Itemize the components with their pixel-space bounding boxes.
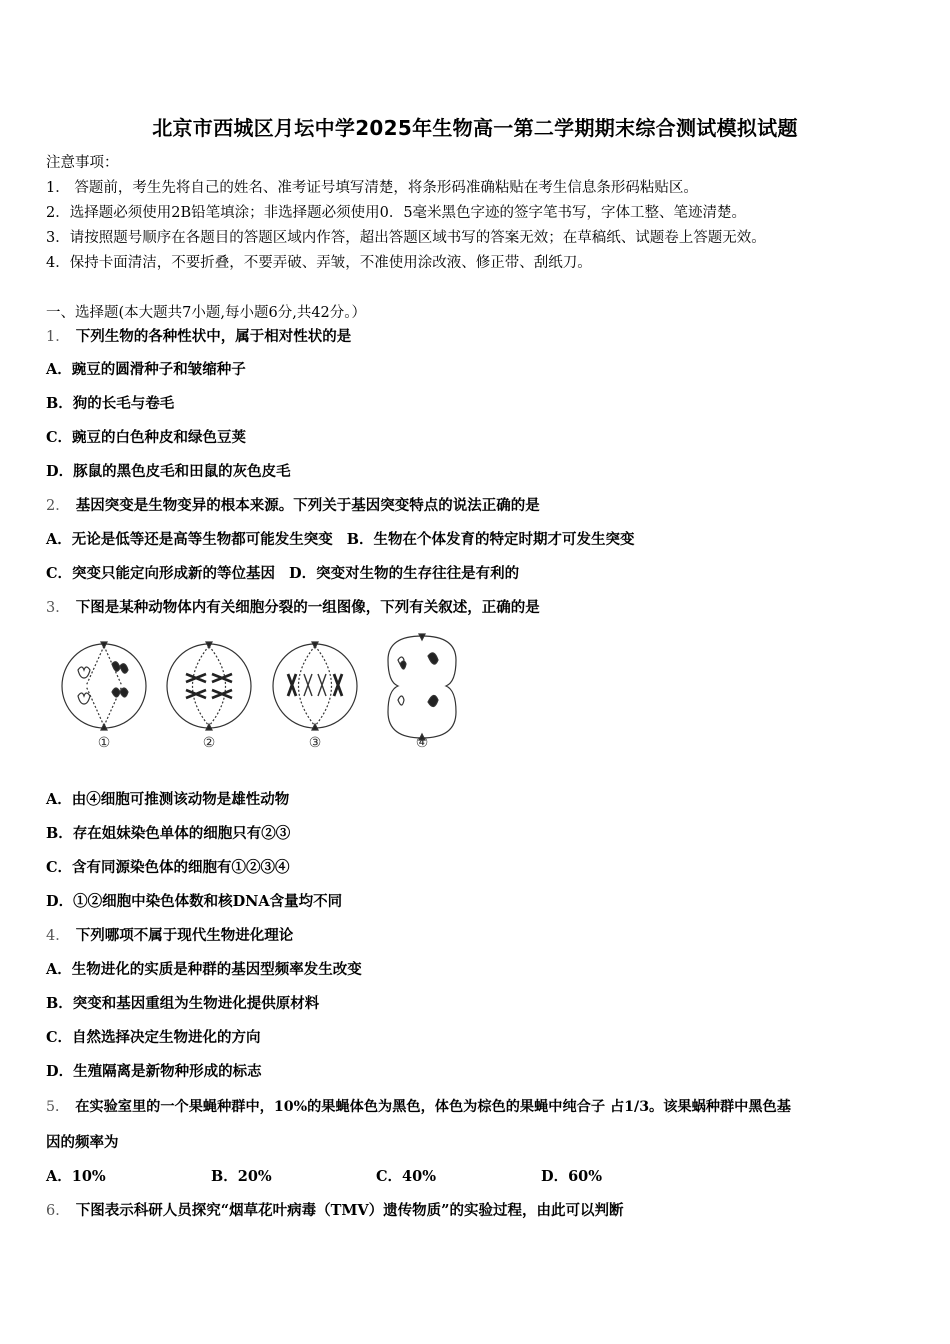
figure-label-3: ③: [308, 735, 322, 751]
question-number: 6．: [46, 1203, 70, 1219]
notice-item: 1． 答题前，考生先将自己的姓名、准考证号填写清楚，将条形码准确粘贴在考生信息条形码粘贴区。: [46, 180, 698, 196]
q2-options-row-2: [46, 564, 519, 584]
q1-option-a: A．豌豆的圆滑种子和皱缩种子: [46, 361, 246, 378]
question-number: 5．: [46, 1099, 70, 1115]
q2-option-d: D．突变对生物的生存往往是有利的: [289, 565, 520, 582]
q4-option-c: C．自然选择决定生物进化的方向: [46, 1029, 261, 1046]
question-number: 1．: [46, 329, 70, 345]
q5-option-d: D．60%: [541, 1168, 603, 1185]
q3-option-c: C．含有同源染色体的细胞有①②③④: [46, 859, 290, 876]
question-4-stem: [46, 926, 293, 946]
cell-4: [388, 634, 456, 740]
q3-option-b: B．存在姐妹染色单体的细胞只有②③: [46, 825, 291, 842]
question-5-stem: [46, 1097, 791, 1117]
q5-options-row: [46, 1167, 706, 1187]
question-text: 在实验室里的一个果蝇种群中，10%的果蝇体色为黑色，体色为棕色的果蝇中纯合子 占1/3。该果蜗种群中黑色基: [75, 1099, 791, 1115]
question-number: 2．: [46, 498, 70, 514]
figure-label-2: ②: [202, 735, 216, 751]
cell-division-diagram: [56, 630, 466, 760]
section-heading: 一、选择题(本大题共7小题,每小题6分,共42分。）: [46, 305, 367, 321]
cell-2: [167, 642, 251, 730]
question-text: 下列生物的各种性状中，属于相对性状的是: [75, 328, 352, 345]
q5-option-a: A．10%: [46, 1168, 106, 1185]
q5-option-c: C．40%: [376, 1168, 436, 1185]
notice-item: 2．选择题必须使用2B铅笔填涂；非选择题必须使用0．5毫米黑色字迹的签字笔书写，字体工整、笔迹清楚。: [46, 205, 747, 221]
q1-option-c: C．豌豆的白色种皮和绿色豆荚: [46, 429, 247, 446]
question-text: 下图是某种动物体内有关细胞分裂的一组图像，下列有关叙述，正确的是: [75, 599, 540, 616]
q5-option-b: B．20%: [211, 1168, 272, 1185]
q3-option-a: A．由④细胞可推测该动物是雄性动物: [46, 791, 290, 808]
q3-option-d: D．①②细胞中染色体数和核DNA含量均不同: [46, 893, 343, 910]
q2-option-c: C．突变只能定向形成新的等位基因: [46, 565, 276, 582]
question-number: 4．: [46, 928, 70, 944]
question-2-stem: [46, 496, 540, 516]
question-1-stem: [46, 327, 351, 347]
notice-item: 3．请按照题号顺序在各题目的答题区域内作答，超出答题区域书写的答案无效；在草稿纸、试题卷上答题无效。: [46, 230, 766, 246]
question-3-stem: [46, 598, 540, 618]
question-text: 下列哪项不属于现代生物进化理论: [75, 927, 294, 944]
cell-1: [62, 642, 146, 730]
question-number: 3．: [46, 600, 70, 616]
cell-3: [273, 642, 357, 730]
question-text: 下图表示科研人员探究“烟草花叶病毒（TMV）遗传物质”的实验过程，由此可以判断: [75, 1202, 624, 1219]
notice-heading: 注意事项：: [46, 155, 119, 171]
q1-option-d: D．豚鼠的黑色皮毛和田鼠的灰色皮毛: [46, 463, 291, 480]
q4-option-b: B．突变和基因重组为生物进化提供原材料: [46, 995, 320, 1012]
question-6-stem: [46, 1201, 624, 1221]
figure-label-4: ④: [415, 735, 429, 751]
figure-label-1: ①: [97, 735, 111, 751]
page-title: 北京市西城区月坛中学2025年生物高一第二学期期末综合测试模拟试题: [152, 116, 798, 140]
q4-option-a: A．生物进化的实质是种群的基因型频率发生改变: [46, 961, 362, 978]
q2-options-row-1: [46, 530, 635, 550]
q2-option-b: B．生物在个体发育的特定时期才可发生突变: [346, 531, 635, 548]
q2-option-a: A．无论是低等还是高等生物都可能发生突变: [46, 531, 333, 548]
q4-option-d: D．生殖隔离是新物种形成的标志: [46, 1063, 262, 1080]
cell-division-figure: [56, 630, 466, 760]
question-5-stem-cont: 因的频率为: [46, 1134, 119, 1151]
notice-item: 4．保持卡面清洁，不要折叠，不要弄破、弄皱，不准使用涂改液、修正带、刮纸刀。: [46, 255, 592, 271]
question-text: 基因突变是生物变异的根本来源。下列关于基因突变特点的说法正确的是: [75, 497, 540, 514]
q1-option-b: B．狗的长毛与卷毛: [46, 395, 175, 412]
